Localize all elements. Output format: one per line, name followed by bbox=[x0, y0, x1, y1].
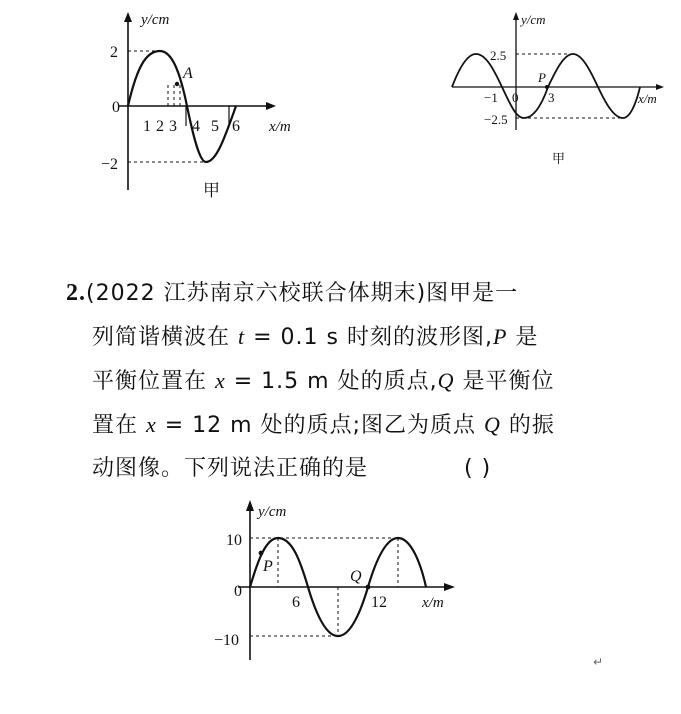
figure-c-y-tick-10: 10 bbox=[226, 532, 242, 549]
q-line2-a: 列简谐横波在 bbox=[92, 325, 238, 350]
q-line3-c: 是平衡位 bbox=[454, 369, 555, 394]
return-mark: ↵ bbox=[593, 655, 604, 669]
figure-c-point-q bbox=[366, 585, 371, 590]
q-line2-c: 是 bbox=[507, 325, 539, 350]
figure-c-y-tick-0: 0 bbox=[234, 583, 242, 600]
figure-a-x-label: x/m bbox=[269, 119, 291, 135]
figure-a-y-label: y/cm bbox=[141, 12, 170, 28]
figure-a-x-tick-5: 5 bbox=[211, 118, 219, 135]
q-var-x2: x bbox=[146, 412, 157, 437]
figure-c-y-label: y/cm bbox=[258, 504, 287, 520]
figure-c-y-tick-neg10: −10 bbox=[214, 632, 240, 649]
figure-a-x-tick-3: 3 bbox=[169, 118, 177, 135]
q-line3-a: 平衡位置在 bbox=[92, 369, 215, 394]
figure-b-caption: 甲 bbox=[552, 151, 566, 166]
figure-a-x-tick-2: 2 bbox=[156, 118, 164, 135]
q-line4-a: 置在 bbox=[92, 413, 146, 438]
figure-c-x-tick-6: 6 bbox=[292, 594, 300, 611]
question-line1-tail: 图甲是一 bbox=[426, 281, 519, 306]
figure-c-point-p-label: P bbox=[263, 558, 273, 575]
figure-b-x-tick-neg1: −1 bbox=[484, 90, 498, 105]
figure-b-x-tick-3: 3 bbox=[548, 90, 555, 105]
q-var-t: t bbox=[238, 324, 246, 349]
q-line5: 动图像。下列说法正确的是 bbox=[92, 456, 369, 481]
question-number: 2. bbox=[66, 280, 86, 306]
figure-a-x-tick-1: 1 bbox=[143, 118, 151, 135]
q-var-x1: x bbox=[215, 368, 226, 393]
q-line4-b: = 12 m 处的质点;图乙为质点 bbox=[156, 413, 485, 438]
figure-a-x-tick-4: 4 bbox=[192, 118, 200, 135]
q-line4-c: 的振 bbox=[500, 413, 555, 438]
figure-b-x-label: x/m bbox=[638, 91, 657, 106]
figure-c-x-tick-12: 12 bbox=[371, 594, 387, 611]
q-line2-b: = 0.1 s 时刻的波形图, bbox=[245, 325, 493, 350]
figure-c-x-label: x/m bbox=[422, 595, 444, 611]
figure-b-point-label: P bbox=[538, 70, 546, 85]
figure-b-y-tick-top: 2.5 bbox=[490, 48, 507, 63]
figure-a-y-tick-2: 2 bbox=[110, 44, 118, 61]
q-var-q1: Q bbox=[437, 368, 455, 393]
answer-paren: ( ) bbox=[464, 456, 492, 481]
figure-a-y-tick-0: 0 bbox=[112, 99, 120, 116]
figure-c-point-p bbox=[259, 551, 264, 556]
figure-b-x-tick-0: 0 bbox=[512, 90, 519, 105]
figure-a-x-tick-6: 6 bbox=[232, 118, 240, 135]
figure-a-y-tick-neg2: −2 bbox=[101, 156, 119, 173]
figure-b-y-tick-bottom: −2.5 bbox=[484, 112, 508, 127]
figure-c-point-q-label: Q bbox=[350, 568, 362, 585]
figure-a-point-label: A bbox=[183, 65, 193, 82]
q-var-p: P bbox=[492, 324, 508, 349]
figure-a-caption: 甲 bbox=[203, 181, 220, 200]
figure-b-y-label: y/cm bbox=[521, 12, 546, 27]
q-line3-b: = 1.5 m 处的质点, bbox=[225, 369, 438, 394]
q-var-q2: Q bbox=[484, 412, 501, 437]
question-source: (2022 江苏南京六校联合体期末) bbox=[86, 281, 427, 306]
